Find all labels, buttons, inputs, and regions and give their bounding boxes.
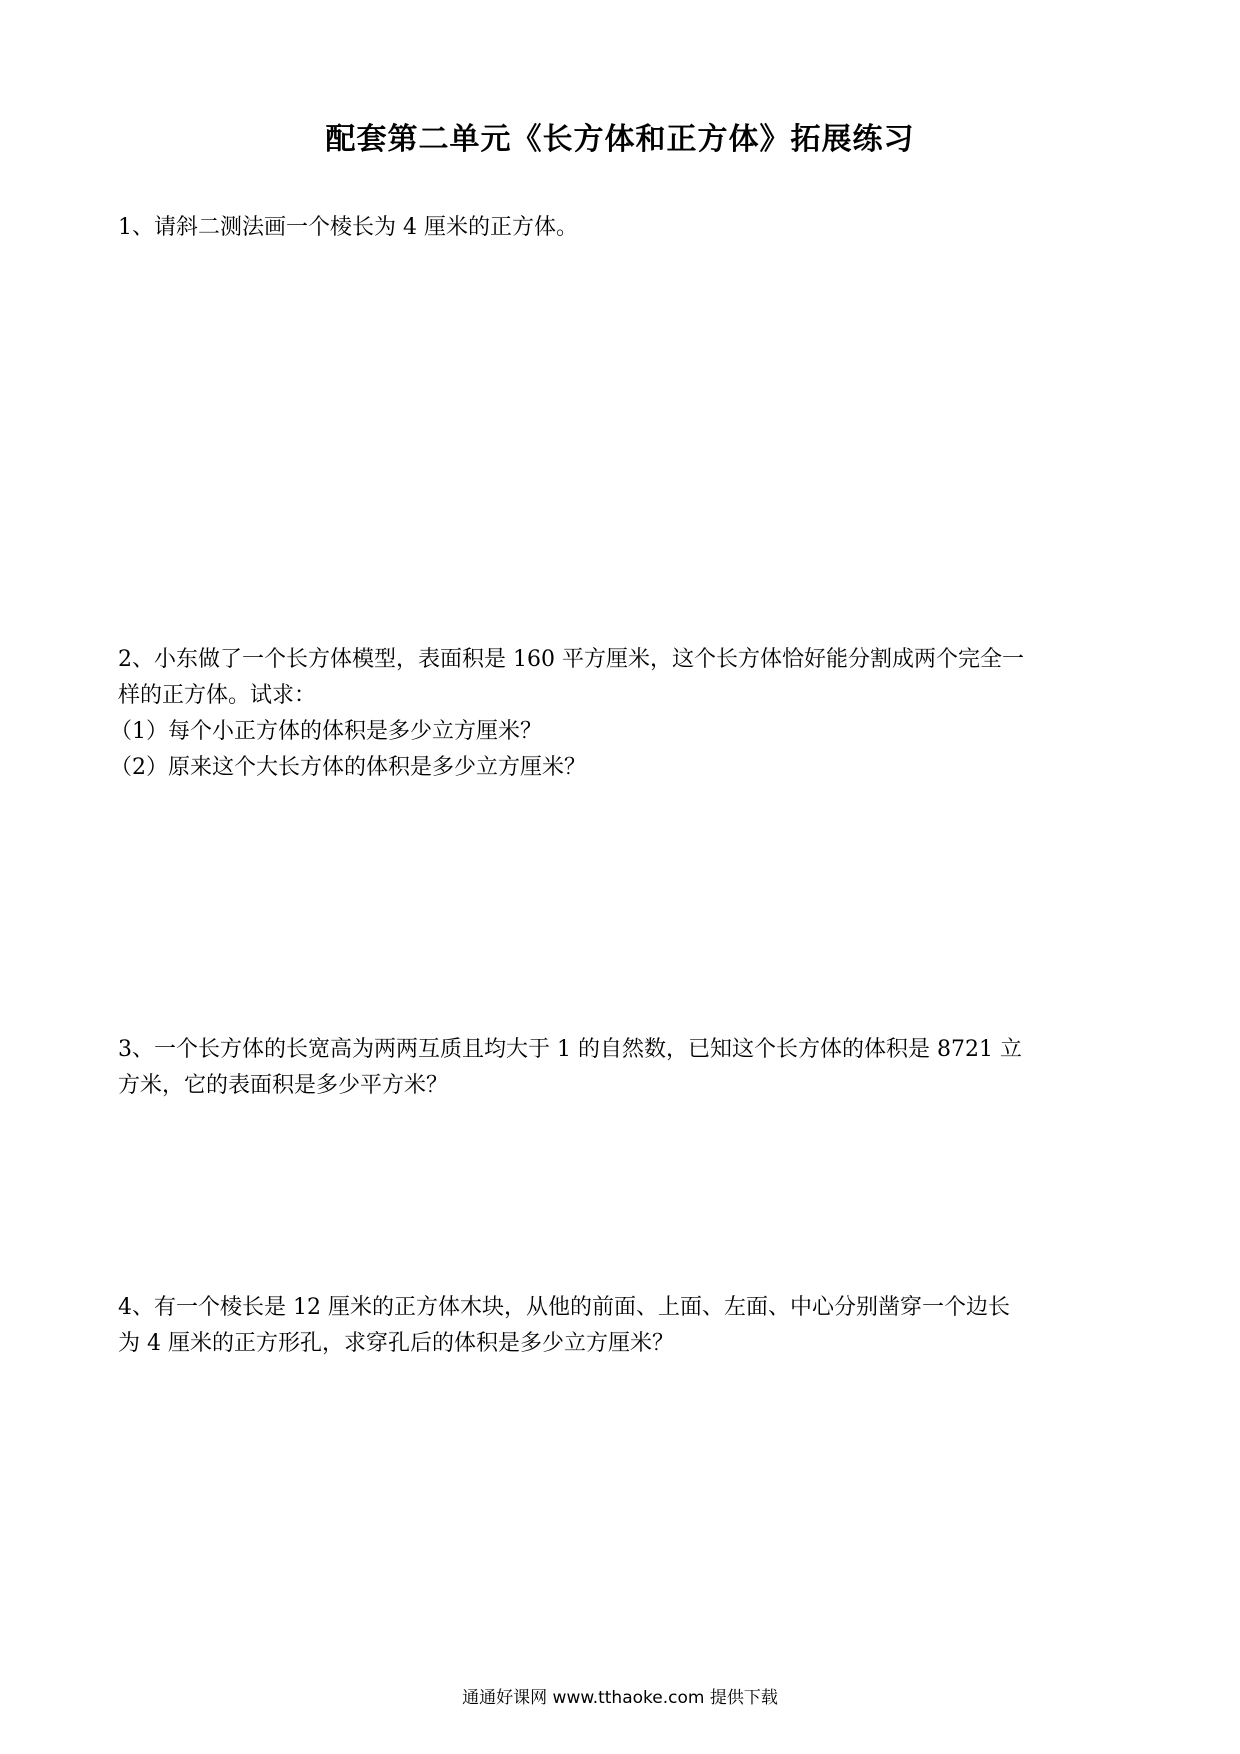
question-2 bbox=[110, 642, 1128, 786]
question-1 bbox=[118, 210, 1128, 246]
question-2-subquestion-1: （1）每个小正方体的体积是多少立方厘米？ bbox=[110, 719, 542, 744]
question-3-line-1: 3、一个长方体的长宽高为两两互质且均大于 1 的自然数，已知这个长方体的体积是 8721 立 bbox=[118, 1037, 1022, 1062]
question-4 bbox=[118, 1290, 1128, 1362]
page-footer: 通通好课网 www.tthaoke.com 提供下载 bbox=[462, 1688, 778, 1708]
question-4-line-2: 为 4 厘米的正方形孔，求穿孔后的体积是多少立方厘米？ bbox=[118, 1331, 674, 1356]
question-1-line-1: 1、请斜二测法画一个棱长为 4 厘米的正方体。 bbox=[118, 215, 578, 240]
page-title: 配套第二单元《长方体和正方体》拓展练习 bbox=[325, 122, 915, 157]
question-2-line-2: 样的正方体。试求： bbox=[118, 683, 317, 708]
question-3 bbox=[118, 1032, 1128, 1104]
question-2-line-1: 2、小东做了一个长方体模型，表面积是 160 平方厘米，这个长方体恰好能分割成两个完全一 bbox=[118, 647, 1024, 672]
question-4-line-1: 4、有一个棱长是 12 厘米的正方体木块，从他的前面、上面、左面、中心分别凿穿一个边长 bbox=[118, 1295, 1010, 1320]
question-2-subquestion-2: （2）原来这个大长方体的体积是多少立方厘米？ bbox=[110, 755, 586, 780]
question-3-line-2: 方米，它的表面积是多少平方米？ bbox=[118, 1073, 449, 1098]
